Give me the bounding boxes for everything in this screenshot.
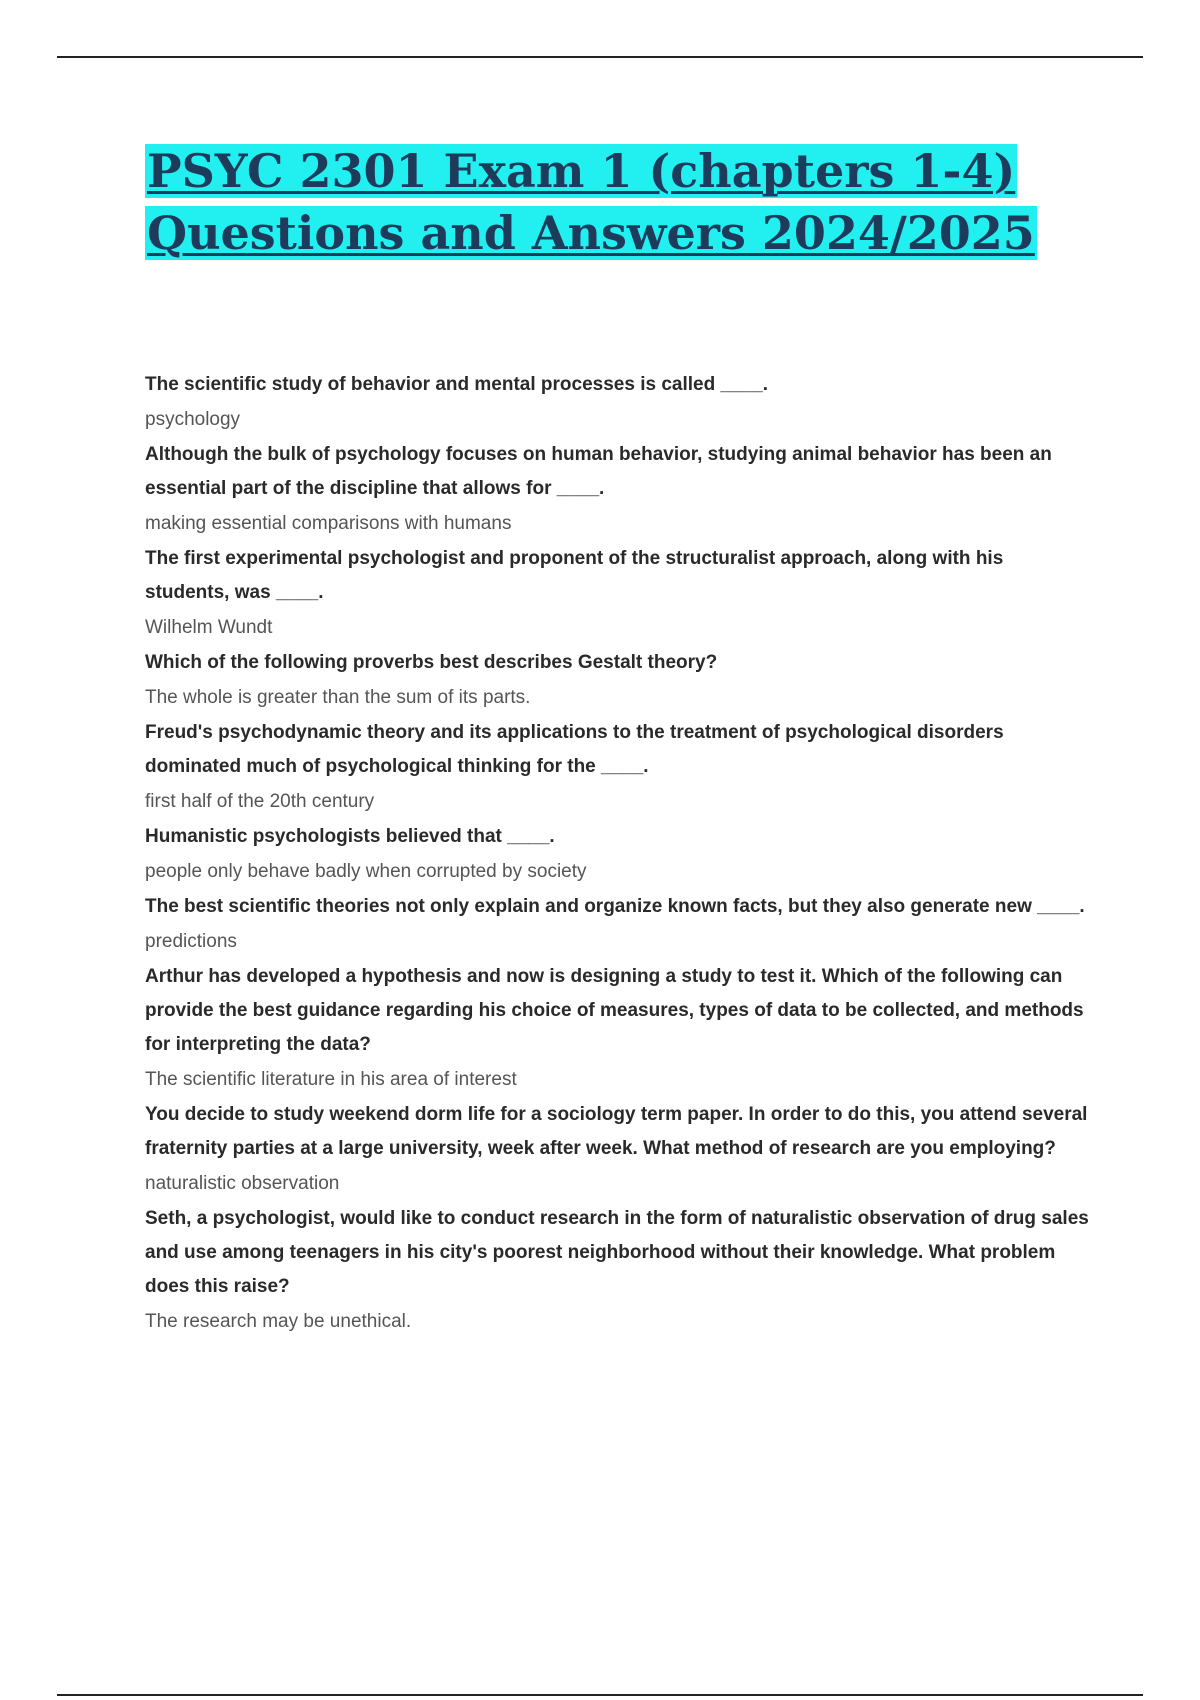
title-line-1: PSYC 2301 Exam 1 (chapters 1-4) [147, 144, 1016, 198]
question: Freud's psychodynamic theory and its applications to the treatment of psychological disorders dominated much of psychological thinking for the ____. [145, 722, 1004, 777]
top-rule [57, 56, 1143, 58]
answer: The research may be unethical. [145, 1311, 412, 1332]
question: The best scientific theories not only explain and organize known facts, but they also generate new ____. [145, 896, 1085, 917]
document-title [145, 140, 1145, 264]
answer: making essential comparisons with humans [145, 513, 512, 534]
answer: first half of the 20th century [145, 791, 375, 812]
answer: predictions [145, 931, 237, 952]
answer: Wilhelm Wundt [145, 617, 273, 638]
question: Humanistic psychologists believed that ____. [145, 826, 555, 847]
question: You decide to study weekend dorm life for a sociology term paper. In order to do this, you attend several fraternity parties at a large university, week after week. What method of research are you employing? [145, 1104, 1088, 1159]
answer: naturalistic observation [145, 1173, 340, 1194]
qa-list [145, 368, 1090, 1340]
question: The first experimental psychologist and proponent of the structuralist approach, along with his students, was ____. [145, 548, 1004, 603]
question: Which of the following proverbs best describes Gestalt theory? [145, 652, 718, 673]
question: Although the bulk of psychology focuses on human behavior, studying animal behavior has been an essential part of the discipline that allows for ____. [145, 444, 1052, 499]
title-line-2: Questions and Answers 2024/2025 [147, 206, 1035, 260]
answer: people only behave badly when corrupted by society [145, 861, 587, 882]
question: The scientific study of behavior and mental processes is called ____. [145, 374, 769, 395]
answer: The scientific literature in his area of interest [145, 1069, 517, 1090]
question: Arthur has developed a hypothesis and now is designing a study to test it. Which of the following can provide the best guidance regarding his choice of measures, types of data to be collected, and methods for interpreting the data? [145, 966, 1084, 1055]
question: Seth, a psychologist, would like to conduct research in the form of naturalistic observation of drug sales and use among teenagers in his city's poorest neighborhood without their knowledge. What problem does this raise? [145, 1208, 1089, 1297]
answer: The whole is greater than the sum of its parts. [145, 687, 531, 708]
answer: psychology [145, 409, 241, 430]
bottom-rule [57, 1694, 1143, 1696]
